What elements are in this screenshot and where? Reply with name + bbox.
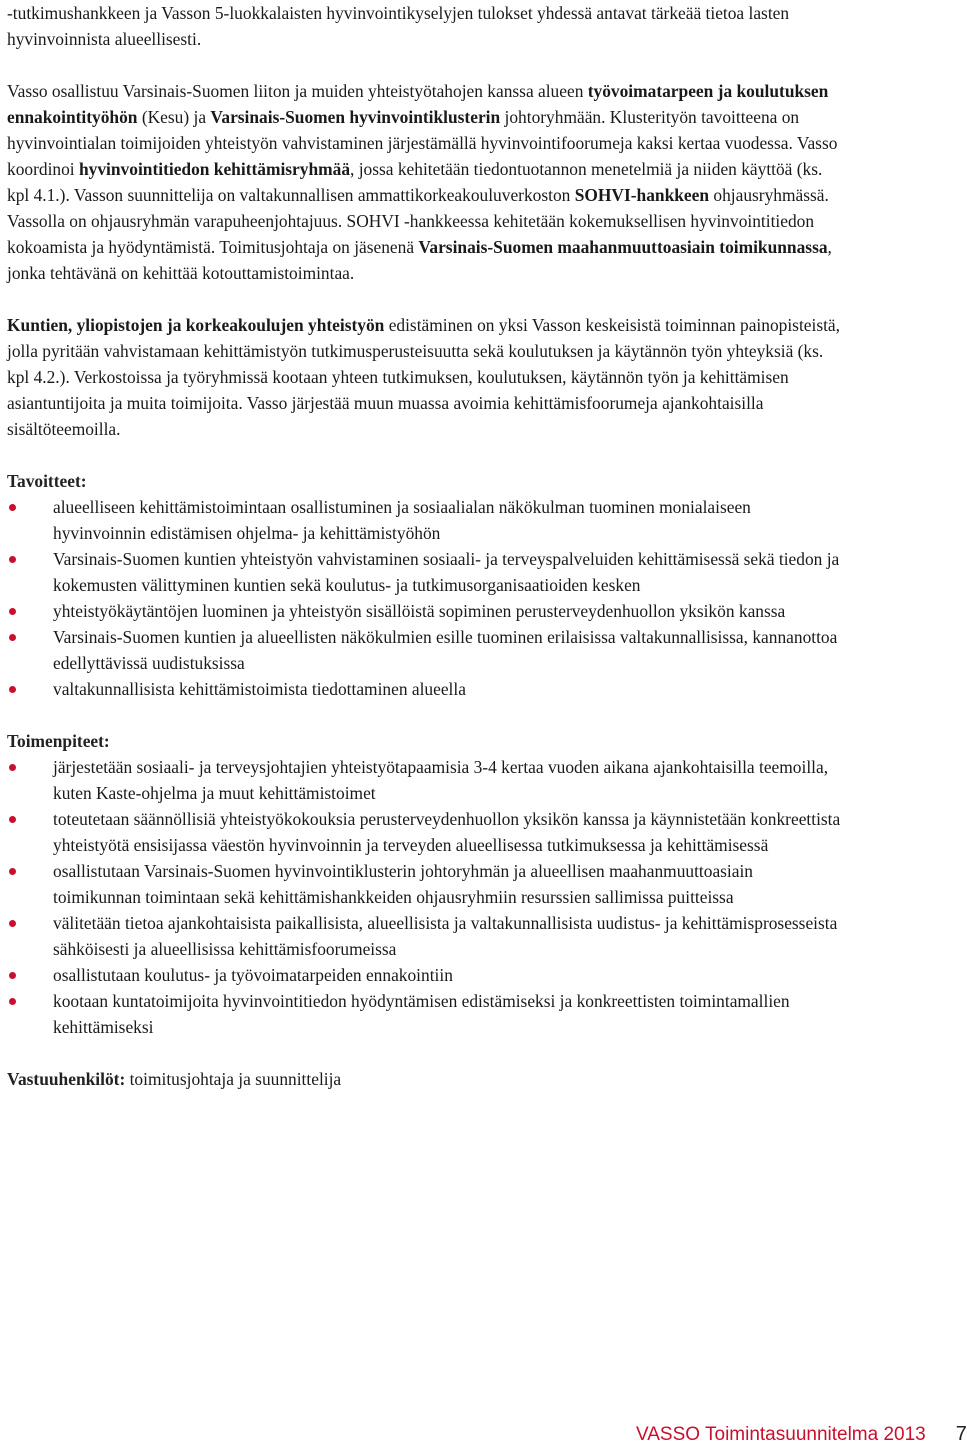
- action-item: [7, 910, 843, 962]
- responsible-value: toimitusjohtaja ja suunnittelija: [125, 1069, 342, 1089]
- bold-phrase: työvoimatarpeen ja koulutuksen ennakointityöhön: [7, 81, 829, 127]
- goal-item: [7, 598, 843, 624]
- action-item: [7, 962, 843, 988]
- bold-phrase: hyvinvointitiedon kehittämisryhmää: [78, 159, 351, 179]
- text-run: edistäminen on yksi Vasson keskeisistä toiminnan painopisteistä, jolla pyritään vahvistamaan kehittämistyön tutkimusperusteisuutta sekä koulutuksen ja käytännön työn yhteyksiä (ks. kpl 4.2.). Verkostoissa ja työryhmissä kootaan yhteen tutkimuksen, koulutuksen, käytännön työn ja kehittämisen asiantuntijoita ja muita toimijoita. Vasso järjestää muun muassa avoimia kehittämisfoorumeja ajankohtaisilla sisältöteemoilla.: [7, 315, 840, 439]
- action-item: [7, 988, 843, 1040]
- paragraph-regional-cooperation: [7, 78, 843, 286]
- responsible-persons: [7, 1066, 843, 1092]
- body-content: [7, 0, 843, 1092]
- page-footer: [636, 1422, 967, 1447]
- paragraph-child-welfare: [7, 0, 843, 52]
- action-item: [7, 806, 843, 858]
- bullet-icon: [9, 868, 16, 875]
- goals-heading: Tavoitteet:: [7, 471, 87, 491]
- goal-item: [7, 546, 843, 598]
- bullet-icon: [9, 504, 16, 511]
- responsible-label: Vastuuhenkilöt:: [7, 1069, 126, 1089]
- actions-heading: Toimenpiteet:: [7, 731, 110, 751]
- action-item-text: kootaan kuntatoimijoita hyvinvointitiedon hyödyntämisen edistämiseksi ja konkreettisten toimintamallien kehittämiseksi: [53, 991, 790, 1037]
- bullet-icon: [9, 608, 16, 615]
- text-run: Vasso osallistuu Varsinais-Suomen liiton ja muiden yhteistyötahojen kanssa alueen: [7, 81, 588, 101]
- bullet-icon: [9, 972, 16, 979]
- page-number: 7: [955, 1423, 967, 1445]
- text-run: (Kesu) ja: [137, 107, 211, 127]
- goal-item-text: yhteistyökäytäntöjen luominen ja yhteistyön sisällöistä sopiminen perusterveydenhuollon yksikön kanssa: [53, 601, 786, 621]
- action-item-text: osallistutaan Varsinais-Suomen hyvinvointiklusterin johtoryhmän ja alueellisen maahanmuuttoasiain toimikunnan toimintaan sekä kehittämishankkeiden ohjausryhmiin resurssien sallimissa puitteissa: [53, 861, 754, 907]
- action-item-text: järjestetään sosiaali- ja terveysjohtajien yhteistyötapaamisia 3-4 kertaa vuoden aikana ajankohtaisilla teemoilla, kuten Kaste-ohjelma ja muut kehittämistoimet: [53, 757, 829, 803]
- action-item: [7, 858, 843, 910]
- bullet-icon: [9, 920, 16, 927]
- bullet-icon: [9, 816, 16, 823]
- action-item: [7, 754, 843, 806]
- footer-title: Toimintasuunnitelma 2013: [700, 1424, 926, 1445]
- bold-phrase: Varsinais-Suomen maahanmuuttoasiain toimikunnassa: [418, 237, 828, 257]
- bold-phrase: SOHVI-hankkeen: [574, 185, 710, 205]
- goal-item: [7, 624, 843, 676]
- action-item-text: osallistutaan koulutus- ja työvoimatarpeiden ennakointiin: [53, 965, 453, 985]
- footer-brand: VASSO: [636, 1424, 701, 1445]
- bullet-icon: [9, 764, 16, 771]
- bullet-icon: [9, 686, 16, 693]
- goals-list: [7, 494, 843, 702]
- goal-item-text: valtakunnallisista kehittämistoimista tiedottaminen alueella: [53, 679, 466, 699]
- goal-item: [7, 676, 843, 702]
- action-item-text: välitetään tietoa ajankohtaisista paikallisista, alueellisista ja valtakunnallisista uudistus- ja kehittämisprosesseista sähköisesti ja alueellisissa kehittämisfoorumeissa: [53, 913, 838, 959]
- actions-list: [7, 754, 843, 1040]
- text-run: johtoryhmään. Klusterityön tavoitteena on hyvinvointialan toimijoiden yhteistyön vahvistaminen järjestämällä hyvinvointifoorumeja kaksi kertaa vuodessa. Vasso koordinoi: [7, 107, 838, 179]
- bullet-icon: [9, 556, 16, 563]
- goal-item-text: Varsinais-Suomen kuntien ja alueellisten näkökulmien esille tuominen erilaisissa valtakunnallisissa, kannanottoa edellyttävissä uudistuksissa: [53, 627, 838, 673]
- text-run: ohjausryhmässä. Vassolla on ohjausryhmän varapuheenjohtajuus. SOHVI -hankkeessa kehitetään kokemuksellisen hyvinvointitiedon kokoamista ja hyödyntämistä. Toimitusjohtaja on jäsenenä: [7, 185, 829, 257]
- paragraph-university-cooperation: [7, 312, 843, 442]
- action-item-text: toteutetaan säännöllisiä yhteistyökokouksia perusterveydenhuollon yksikön kanssa ja käynnistetään konkreettista yhteistyötä ensisijassa väestön hyvinvoinnin ja terveyden alueellisessa tutkimuksessa ja kehittämisessä: [53, 809, 841, 855]
- text-run: , jonka tehtävänä on kehittää kotouttamistoimintaa.: [7, 237, 832, 283]
- goal-item-text: Varsinais-Suomen kuntien yhteistyön vahvistaminen sosiaali- ja terveyspalveluiden kehittämisessä sekä tiedon ja kokemusten välittyminen kuntien sekä koulutus- ja tutkimusorganisaatioiden kesken: [53, 549, 840, 595]
- text-run: , jossa kehitetään tiedontuotannon menetelmiä ja niiden käyttöä (ks. kpl 4.1.). Vasson suunnittelija on valtakunnallisen ammattikorkeakouluverkoston: [7, 159, 823, 205]
- bold-phrase: Varsinais-Suomen hyvinvointiklusterin: [210, 107, 501, 127]
- goal-item: [7, 494, 843, 546]
- bold-phrase: Kuntien, yliopistojen ja korkeakoulujen yhteistyön: [7, 315, 385, 335]
- goal-item-text: alueelliseen kehittämistoimintaan osallistuminen ja sosiaalialan näkökulman tuominen monialaiseen hyvinvoinnin edistämisen ohjelma- ja kehittämistyöhön: [53, 497, 751, 543]
- text-run: -tutkimushankkeen ja Vasson 5-luokkalaisten hyvinvointikyselyjen tulokset yhdessä antavat tärkeää tietoa lasten hyvinvoinnista alueellisesti.: [7, 3, 790, 49]
- bullet-icon: [9, 998, 16, 1005]
- bullet-icon: [9, 634, 16, 641]
